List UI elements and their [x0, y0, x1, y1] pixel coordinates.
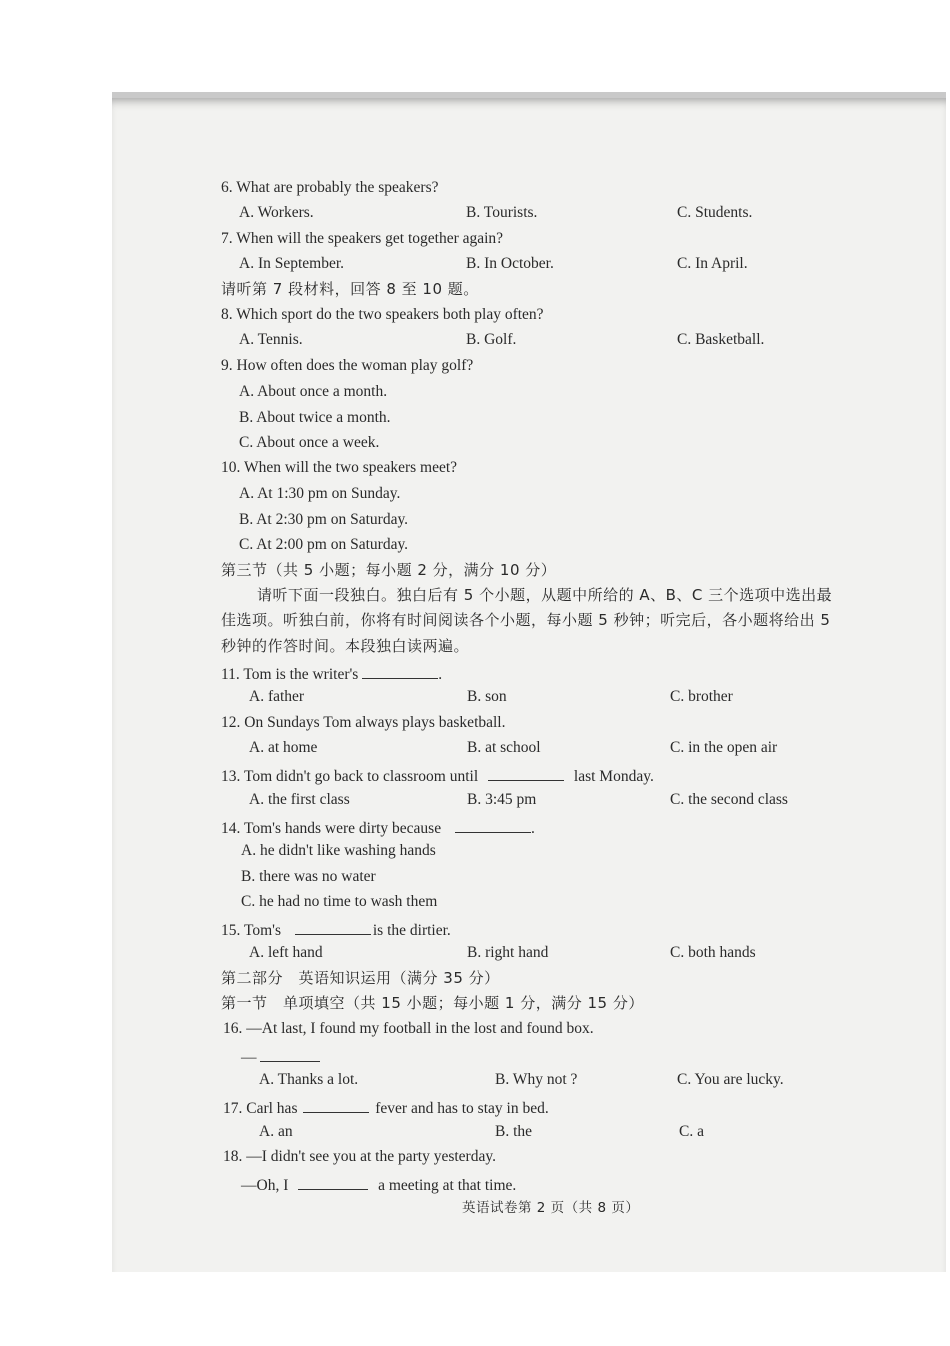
- question-11-option-c: C. brother: [670, 688, 733, 705]
- question-12-option-a: A. at home: [249, 739, 318, 756]
- question-16-option-b: B. Why not ?: [495, 1071, 578, 1088]
- section-3-instructions-line-1: 请听下面一段独白。独白后有 5 个小题，从题中所给的 A、B、C 三个选项中选出最: [257, 586, 833, 604]
- question-15-stem-end: is the dirtier.: [372, 922, 451, 939]
- question-6-stem: 6. What are probably the speakers?: [221, 179, 439, 196]
- question-7-option-c: C. In April.: [677, 255, 748, 272]
- question-18-reply: [241, 1173, 516, 1196]
- question-14-option-b: B. there was no water: [241, 868, 376, 885]
- question-15-option-a: A. left hand: [249, 944, 323, 961]
- answer-blank: [260, 1045, 320, 1062]
- answer-blank: [303, 1096, 369, 1113]
- question-15-option-c: C. both hands: [670, 944, 756, 961]
- question-8-option-a: A. Tennis.: [239, 331, 303, 348]
- question-13-option-a: A. the first class: [249, 791, 350, 808]
- section-3-heading: 第三节（共 5 小题；每小题 2 分，满分 10 分）: [221, 561, 557, 579]
- question-7-stem: 7. When will the speakers get together again?: [221, 230, 504, 247]
- question-12-stem: [221, 713, 506, 733]
- question-14-stem-text: 14. Tom's hands were dirty because: [221, 820, 442, 837]
- question-13-option-c: C. the second class: [670, 791, 788, 808]
- question-12-stem-end: .: [501, 714, 506, 731]
- question-17-option-c: C. a: [679, 1123, 704, 1140]
- question-11-option-b: B. son: [467, 688, 507, 705]
- part-2-heading: 第二部分 英语知识运用（满分 35 分）: [221, 969, 500, 987]
- question-14-stem: [221, 816, 535, 839]
- question-18-reply-end: a meeting at that time.: [378, 1177, 517, 1194]
- question-15-stem: [221, 918, 451, 941]
- question-18-stem: 18. —I didn't see you at the party yesterday.: [223, 1148, 496, 1165]
- part-2-section-1-heading: 第一节 单项填空（共 15 小题；每小题 1 分，满分 15 分）: [221, 994, 644, 1012]
- question-11-option-a: A. father: [249, 688, 305, 705]
- question-14-option-a: A. he didn't like washing hands: [241, 842, 436, 859]
- question-8-option-c: C. Basketball.: [677, 331, 765, 348]
- question-8-stem: 8. Which sport do the two speakers both play often?: [221, 306, 544, 323]
- question-16-reply-dash: —: [241, 1049, 257, 1066]
- question-12-option-b: B. at school: [467, 739, 541, 756]
- question-9-option-b: B. About twice a month.: [239, 409, 391, 426]
- question-15-option-b: B. right hand: [467, 944, 549, 961]
- question-16-stem: 16. —At last, I found my football in the lost and found box.: [223, 1020, 594, 1037]
- intro-8-10: 请听第 7 段材料，回答 8 至 10 题。: [221, 280, 479, 298]
- question-6-option-b: B. Tourists.: [466, 204, 538, 221]
- question-11-stem-end: .: [438, 666, 443, 683]
- question-10-option-c: C. At 2:00 pm on Saturday.: [239, 536, 409, 553]
- question-13-stem: [221, 764, 654, 787]
- question-9-option-c: C. About once a week.: [239, 434, 380, 451]
- question-6-option-c: C. Students.: [677, 204, 753, 221]
- question-17-stem-text: 17. Carl has: [223, 1100, 298, 1117]
- question-9-stem: 9. How often does the woman play golf?: [221, 357, 474, 374]
- question-13-stem-text: 13. Tom didn't go back to classroom until: [221, 768, 479, 785]
- question-16-reply: [241, 1045, 320, 1068]
- question-17-option-a: A. an: [259, 1123, 293, 1140]
- question-7-option-a: A. In September.: [239, 255, 345, 272]
- answer-blank: [488, 764, 564, 781]
- question-13-stem-end: last Monday.: [573, 768, 654, 785]
- footer-page-number: 英语试卷第 2 页（共 8 页）: [462, 1200, 640, 1216]
- question-14-option-c: C. he had no time to wash them: [241, 893, 438, 910]
- question-16-option-c: C. You are lucky.: [677, 1071, 784, 1088]
- question-18-reply-text: —Oh, I: [241, 1177, 289, 1194]
- answer-blank: [455, 816, 531, 833]
- section-3-instructions-line-3: 秒钟的作答时间。本段独白读两遍。: [221, 637, 470, 655]
- question-10-option-a: A. At 1:30 pm on Sunday.: [239, 485, 401, 502]
- question-6-option-a: A. Workers.: [239, 204, 314, 221]
- question-14-stem-end: .: [530, 820, 535, 837]
- question-11-stem-text: 11. Tom is the writer's: [221, 666, 359, 683]
- section-3-instructions-line-2: 佳选项。听独白前，你将有时间阅读各个小题，每小题 5 秒钟；听完后，各小题将给出 5: [221, 611, 831, 629]
- answer-blank: [362, 662, 438, 679]
- question-17-stem: [223, 1096, 549, 1119]
- answer-blank: [295, 918, 371, 935]
- bleed-through-text: [617, 98, 946, 1272]
- answer-blank: [298, 1173, 368, 1190]
- question-12-stem-text: 12. On Sundays Tom always plays basketball: [221, 714, 502, 731]
- question-9-option-a: A. About once a month.: [239, 383, 388, 400]
- question-16-option-a: A. Thanks a lot.: [259, 1071, 359, 1088]
- question-12-option-c: C. in the open air: [670, 739, 778, 756]
- question-7-option-b: B. In October.: [466, 255, 554, 272]
- question-17-option-b: B. the: [495, 1123, 533, 1140]
- question-17-stem-end: fever and has to stay in bed.: [375, 1100, 549, 1117]
- question-11-stem: [221, 662, 442, 685]
- question-15-stem-text: 15. Tom's: [221, 922, 281, 939]
- question-8-option-b: B. Golf.: [466, 331, 517, 348]
- question-13-option-b: B. 3:45 pm: [467, 791, 537, 808]
- question-10-option-b: B. At 2:30 pm on Saturday.: [239, 511, 409, 528]
- page-footer: [462, 1196, 639, 1217]
- question-10-stem: 10. When will the two speakers meet?: [221, 459, 458, 476]
